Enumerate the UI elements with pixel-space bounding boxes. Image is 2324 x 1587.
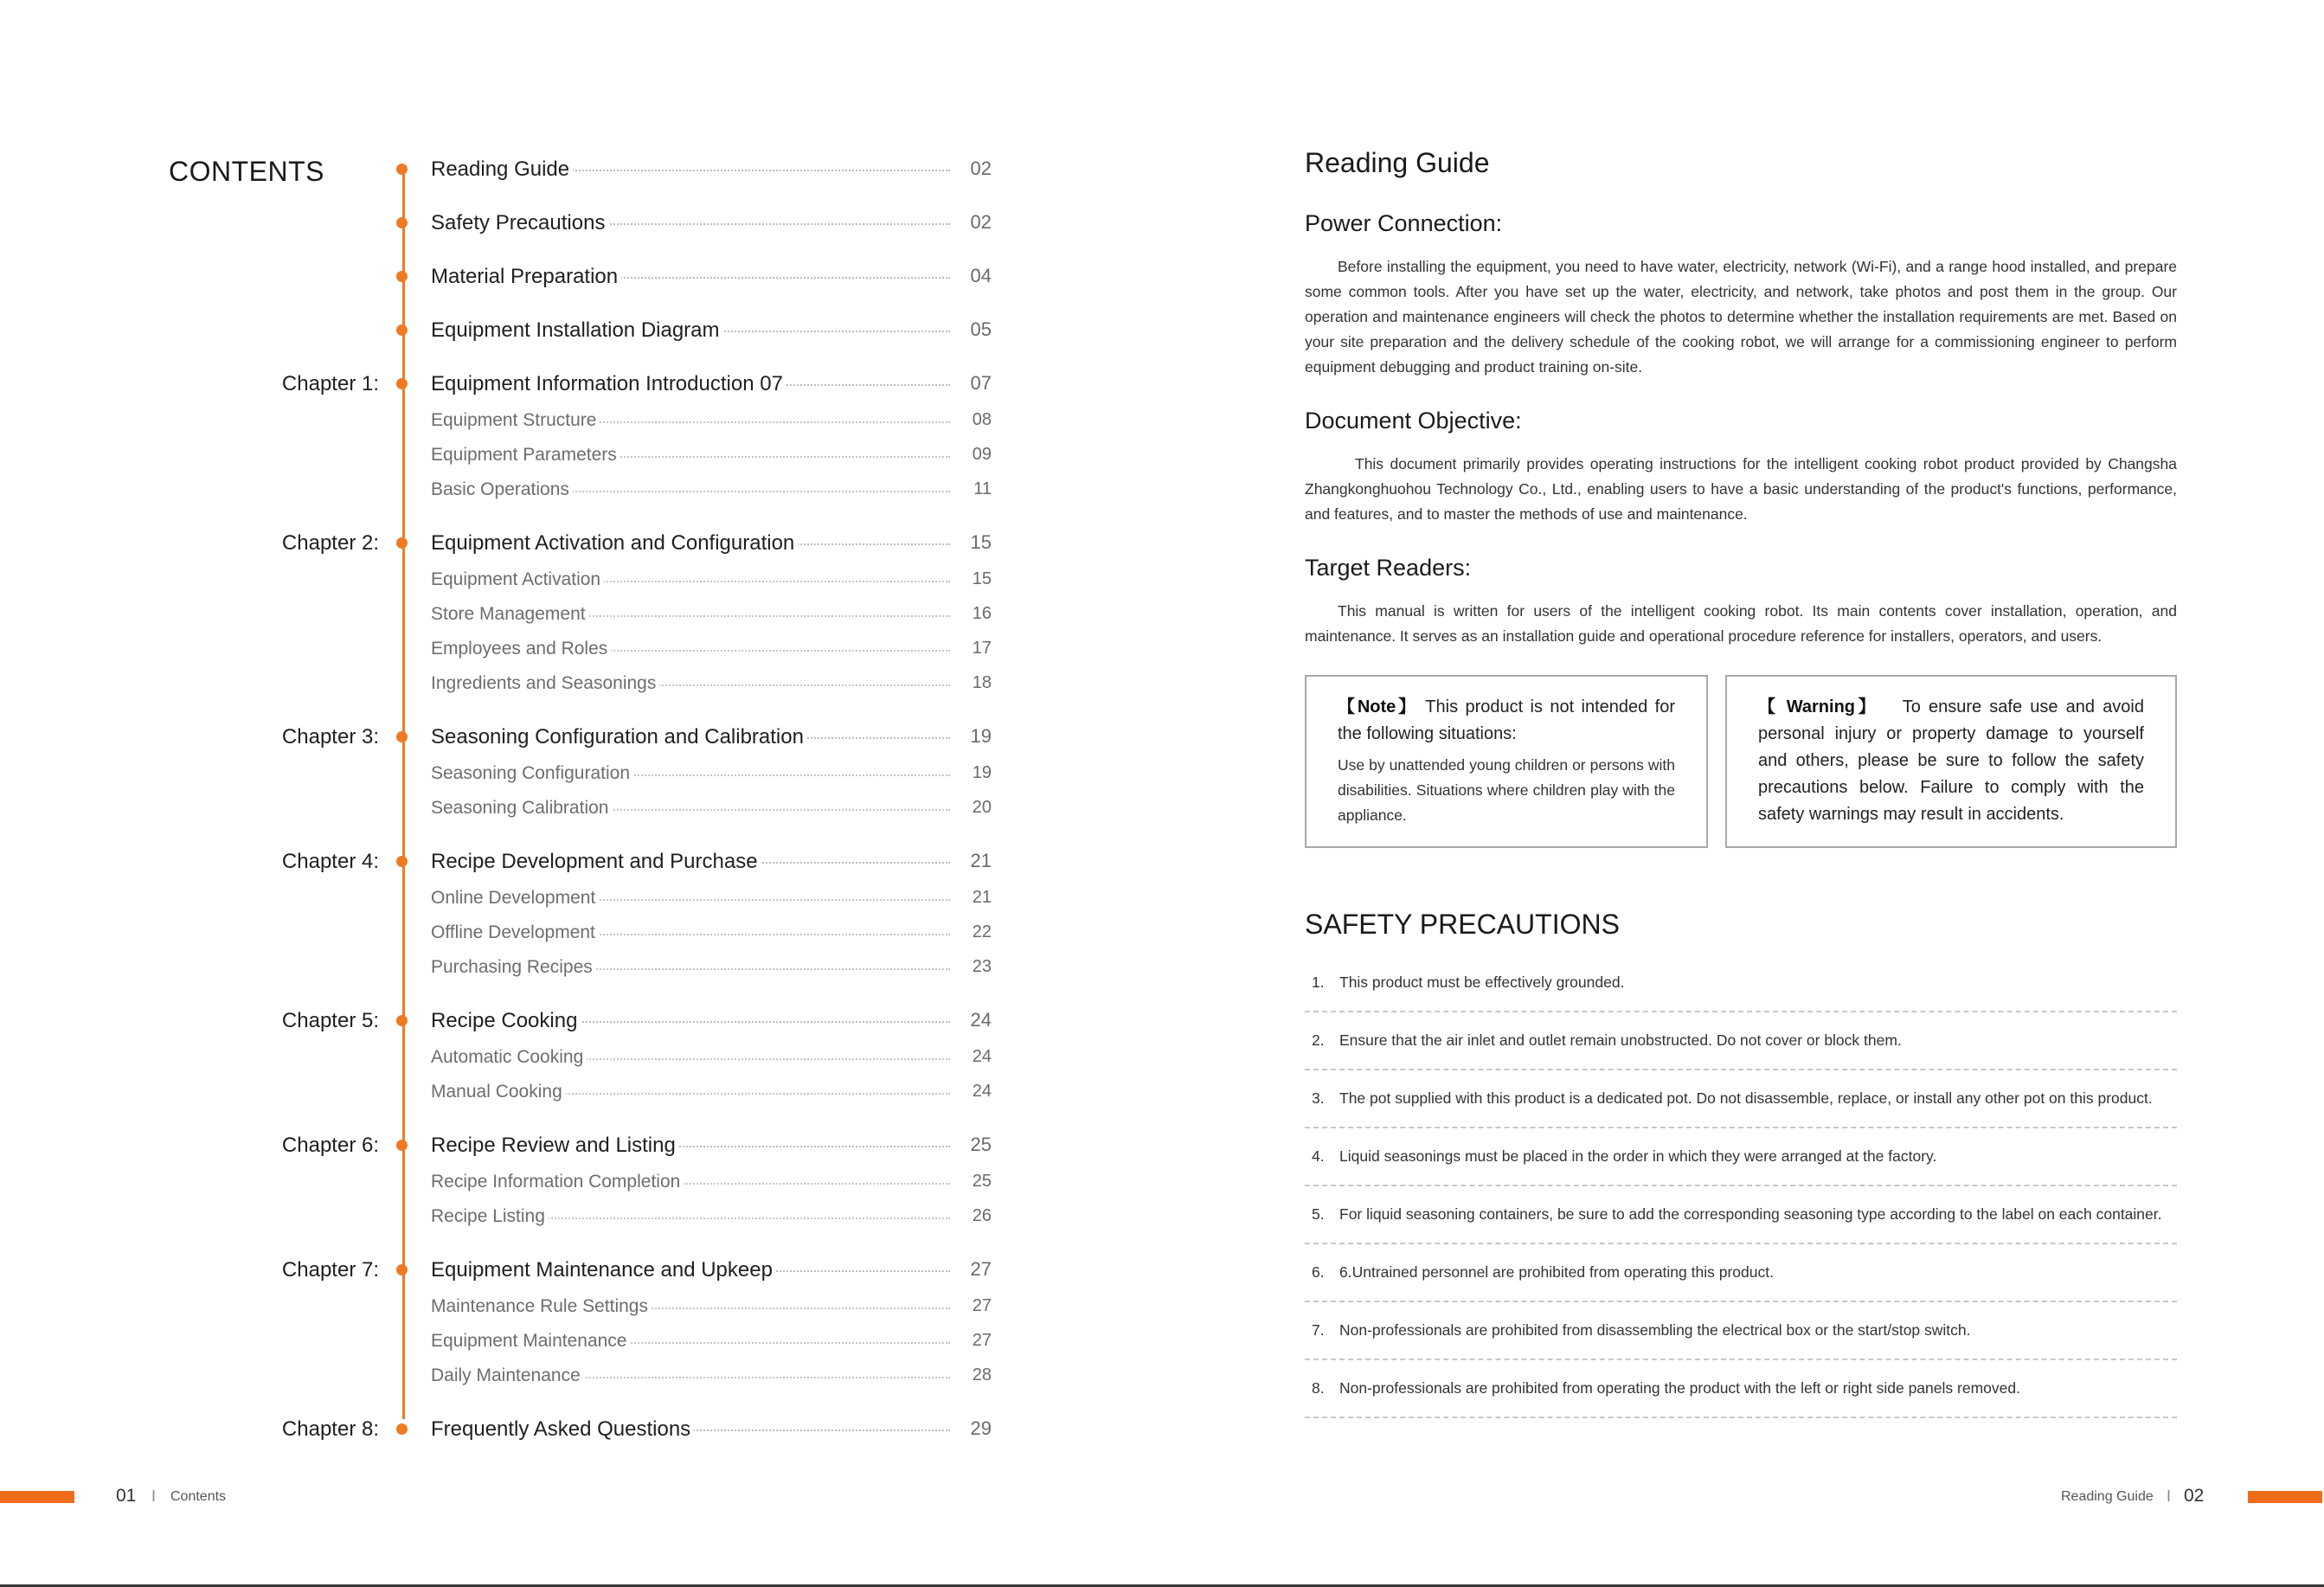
- safety-item: [1305, 1012, 2177, 1070]
- toc-chapter-label: Chapter 5:: [281, 1009, 379, 1032]
- toc-bullet-dot: [396, 1015, 408, 1026]
- note-label: 【Note】: [1338, 697, 1418, 716]
- toc-entry: [0, 1295, 1004, 1329]
- toc-entry: [0, 157, 1004, 192]
- toc-entry: [0, 1134, 1004, 1168]
- toc-page-number: 02: [970, 211, 992, 233]
- safety-item: [1305, 1186, 2177, 1244]
- safety-item: [1305, 1244, 2177, 1302]
- toc-entry-title: Equipment Activation and Configuration: [431, 531, 798, 556]
- toc-entry: [0, 1364, 1004, 1398]
- note-text: [1338, 694, 1675, 748]
- toc-page-number: 25: [970, 1134, 992, 1155]
- toc-entry: [0, 1080, 1004, 1115]
- safety-item-text: The pot supplied with this product is a dedicated pot. Do not disassemble, replace, or install any other pot on this product.: [1339, 1089, 2153, 1107]
- toc-entry-title: Automatic Cooking: [431, 1047, 587, 1068]
- toc-bullet-dot: [396, 856, 408, 867]
- toc-chapter-label: Chapter 3:: [281, 725, 379, 749]
- toc-page-number: 25: [972, 1172, 992, 1191]
- right-footer-separator: I: [2167, 1487, 2172, 1505]
- toc-entry-title: Offline Development: [431, 922, 599, 943]
- toc-entry-title: Frequently Asked Questions: [431, 1417, 694, 1442]
- safety-item-text: Ensure that the air inlet and outlet remain unobstructed. Do not cover or block them.: [1339, 1031, 1902, 1049]
- toc-chapter-label: Chapter 1:: [281, 372, 379, 395]
- power-connection-heading: Power Connection:: [1305, 210, 1503, 236]
- power-connection-body: Before installing the equipment, you need to have water, electricity, network (Wi-Fi), and a range hood installed, and prepare some common tools. After you have set up the water, electricity, and network, take photos and post them in the group. Our operation and maintenance engineers will check the photos to determine whether the installation requirements are met. Based on your site preparation and the delivery schedule of the cooking robot, we will arrange for a commissioning engineer to perform equipment debugging and product training on-site.: [1305, 258, 2177, 376]
- left-footer-accent-bar: [0, 1491, 74, 1503]
- safety-item-number: 3.: [1312, 1089, 1325, 1107]
- toc-bullet-dot: [396, 271, 408, 282]
- toc-bullet-dot: [396, 378, 408, 389]
- toc-page-number: 21: [972, 888, 992, 907]
- left-page-number: 01: [116, 1486, 137, 1506]
- toc-entry: [0, 443, 1004, 478]
- document-objective-body: This document primarily provides operating instructions for the intelligent cooking robot product provided by Changsha Zhangkonghuohou Technology Co., Ltd., enabling users to have a basic understanding of the product's functions, performance, and features, and to master the methods of use and maintenance.: [1305, 455, 2177, 523]
- toc-page-number: 20: [972, 798, 992, 817]
- toc-entry: [0, 761, 1004, 796]
- toc-entry-title: Recipe Cooking: [431, 1009, 581, 1033]
- warning-text: [1758, 694, 2144, 828]
- toc-entry: [0, 602, 1004, 637]
- toc-page-number: 27: [970, 1258, 992, 1280]
- left-footer-separator: I: [151, 1487, 157, 1505]
- safety-item: [1305, 1302, 2177, 1360]
- safety-item: [1305, 1128, 2177, 1186]
- safety-item-text: Non-professionals are prohibited from operating the product with the left or right side panels removed.: [1339, 1379, 2020, 1397]
- right-footer-label: Reading Guide: [2061, 1489, 2154, 1504]
- safety-item: [1305, 1070, 2177, 1128]
- toc-entry-title: Basic Operations: [431, 479, 573, 500]
- toc-entry: [0, 671, 1004, 706]
- toc-page-number: 04: [970, 265, 992, 286]
- toc-page-number: 09: [972, 445, 992, 464]
- safety-precautions-title: SAFETY PRECAUTIONS: [1305, 909, 1620, 940]
- toc-chapter-label: Chapter 4:: [281, 850, 379, 873]
- toc-bullet-dot: [396, 1264, 408, 1275]
- toc-chapter-label: Chapter 7:: [281, 1258, 379, 1282]
- left-footer-label: Contents: [170, 1489, 227, 1504]
- toc-page-number: 23: [972, 957, 992, 976]
- toc-entry-title: Equipment Parameters: [431, 445, 620, 466]
- toc-entry-title: Employees and Roles: [431, 639, 611, 659]
- toc-page-number: 29: [970, 1417, 992, 1439]
- toc-entry: [0, 1417, 1004, 1452]
- note-box: [1305, 675, 1708, 848]
- safety-item-number: 8.: [1312, 1379, 1325, 1397]
- safety-item-text: Non-professionals are prohibited from disassembling the electrical box or the start/stop switch.: [1339, 1321, 1971, 1339]
- toc-page-number: 11: [973, 479, 992, 498]
- safety-item-number: 5.: [1312, 1205, 1325, 1223]
- toc-page-number: 27: [972, 1296, 992, 1315]
- right-footer-accent-bar: [2248, 1491, 2322, 1503]
- safety-item: [1305, 1360, 2177, 1418]
- toc-entry-title: Ingredients and Seasonings: [431, 673, 659, 694]
- contents-heading: CONTENTS: [169, 156, 324, 187]
- toc-page-number: 26: [972, 1206, 992, 1225]
- toc-entry: [0, 211, 1004, 246]
- toc-entry: [0, 955, 1004, 990]
- safety-item-text: For liquid seasoning containers, be sure to add the corresponding seasoning type according to the label on each container.: [1339, 1205, 2162, 1223]
- safety-item-number: 7.: [1312, 1321, 1325, 1339]
- warning-label: 【 Warning】: [1758, 697, 1879, 716]
- toc-entry-title: Equipment Installation Diagram: [431, 318, 723, 343]
- safety-item: [1305, 954, 2177, 1012]
- toc-entry: [0, 1170, 1004, 1205]
- toc-page-number: 17: [972, 639, 992, 658]
- toc-entry-title: Online Development: [431, 888, 599, 909]
- safety-item-text: Liquid seasonings must be placed in the order in which they were arranged at the factory.: [1339, 1147, 1937, 1165]
- target-readers-body: This manual is written for users of the intelligent cooking robot. Its main contents cover installation, operation, and maintenance. It serves as an installation guide and operational procedure reference for installers, operators, and users.: [1305, 602, 2177, 645]
- safety-precautions-list: [1305, 954, 2177, 1418]
- safety-item-text: This product must be effectively grounded.: [1339, 973, 1625, 991]
- toc-entry: [0, 372, 1004, 407]
- toc-entry: [0, 637, 1004, 671]
- toc-entry-title: Daily Maintenance: [431, 1365, 584, 1386]
- toc-entry: [0, 531, 1004, 566]
- warning-box: [1725, 675, 2177, 848]
- toc-chapter-label: Chapter 8:: [281, 1417, 379, 1441]
- safety-item-number: 6.: [1312, 1263, 1325, 1281]
- toc-entry: [0, 725, 1004, 760]
- toc-bullet-dot: [396, 1423, 408, 1435]
- toc-page-number: 02: [970, 157, 992, 179]
- right-page-number: 02: [2184, 1486, 2205, 1506]
- toc-entry: [0, 408, 1004, 443]
- note-detail: Use by unattended young children or persons with disabilities. Situations where children play with the appliance.: [1338, 756, 1675, 824]
- toc-page-number: 15: [972, 569, 992, 588]
- toc-bullet-dot: [396, 164, 408, 175]
- toc-entry: [0, 478, 1004, 512]
- toc-entry: [0, 265, 1004, 299]
- safety-item-number: 1.: [1312, 973, 1325, 991]
- toc-entry: [0, 1329, 1004, 1364]
- toc-bullet-dot: [396, 731, 408, 742]
- toc-entry: [0, 1045, 1004, 1080]
- toc-entry-title: Recipe Review and Listing: [431, 1134, 679, 1158]
- toc-entry: [0, 921, 1004, 955]
- toc-entry-title: Equipment Activation: [431, 569, 604, 590]
- toc-entry-title: Recipe Listing: [431, 1206, 549, 1227]
- toc-bullet-dot: [396, 1140, 408, 1151]
- warning-main-text: To ensure safe use and avoid personal injury or property damage to yourself and others, please be sure to follow the safety precautions below. Failure to comply with the safety warnings may result in accidents.: [1758, 697, 2144, 824]
- toc-page-number: 24: [972, 1047, 992, 1066]
- toc-bullet-dot: [396, 217, 408, 228]
- toc-chapter-label: Chapter 2:: [281, 531, 379, 555]
- toc-page-number: 16: [972, 604, 992, 623]
- toc-entry-title: Seasoning Configuration and Calibration: [431, 725, 807, 749]
- toc-entry: [0, 796, 1004, 831]
- reading-guide-title: Reading Guide: [1305, 147, 1490, 178]
- toc-entry: [0, 886, 1004, 921]
- toc-entry-title: Recipe Development and Purchase: [431, 850, 761, 874]
- toc-page-number: 28: [972, 1365, 992, 1385]
- toc-entry-title: Equipment Information Introduction 07: [431, 372, 786, 396]
- safety-item-text: 6.Untrained personnel are prohibited from operating this product.: [1339, 1263, 1774, 1281]
- toc-entry: [0, 568, 1004, 602]
- toc-page-number: 07: [970, 372, 992, 394]
- toc-page-number: 19: [972, 763, 992, 782]
- toc-page-number: 15: [970, 531, 992, 553]
- toc-entry-title: Equipment Maintenance and Upkeep: [431, 1258, 776, 1282]
- toc-page-number: 24: [970, 1009, 992, 1031]
- toc-page-number: 24: [972, 1082, 992, 1101]
- toc-page-number: 18: [972, 673, 992, 692]
- toc-page-number: 19: [970, 725, 992, 747]
- toc-entry: [0, 1205, 1004, 1239]
- toc-page-number: 08: [972, 410, 992, 429]
- toc-entry: [0, 850, 1004, 884]
- safety-item-number: 2.: [1312, 1031, 1325, 1049]
- toc-entry-title: Equipment Structure: [431, 410, 600, 431]
- toc-entry-title: Equipment Maintenance: [431, 1331, 630, 1352]
- note-main-text: This product is not intended for the following situations:: [1338, 697, 1675, 743]
- toc-entry-title: Material Preparation: [431, 265, 621, 289]
- toc-entry: [0, 1258, 1004, 1293]
- safety-item-number: 4.: [1312, 1147, 1325, 1165]
- toc-entry: [0, 1009, 1004, 1044]
- toc-page-number: 05: [970, 318, 992, 340]
- toc-page-number: 27: [972, 1331, 992, 1350]
- toc-entry-title: Reading Guide: [431, 157, 573, 182]
- target-readers-heading: Target Readers:: [1305, 555, 1472, 581]
- toc-bullet-dot: [396, 537, 408, 549]
- toc-entry-title: Store Management: [431, 604, 589, 625]
- toc-chapter-label: Chapter 6:: [281, 1134, 379, 1157]
- toc-entry-title: Seasoning Configuration: [431, 763, 633, 784]
- toc-entry-title: Purchasing Recipes: [431, 957, 596, 978]
- toc-page-number: 22: [972, 922, 992, 941]
- toc-entry-title: Safety Precautions: [431, 211, 608, 235]
- document-objective-heading: Document Objective:: [1305, 408, 1522, 434]
- toc-page-number: 21: [970, 850, 992, 871]
- toc-entry-title: Maintenance Rule Settings: [431, 1296, 652, 1317]
- toc-bullet-dot: [396, 324, 408, 336]
- toc-entry-title: Manual Cooking: [431, 1082, 566, 1102]
- toc-entry: [0, 318, 1004, 353]
- toc-entry-title: Recipe Information Completion: [431, 1172, 684, 1192]
- toc-entry-title: Seasoning Calibration: [431, 798, 612, 819]
